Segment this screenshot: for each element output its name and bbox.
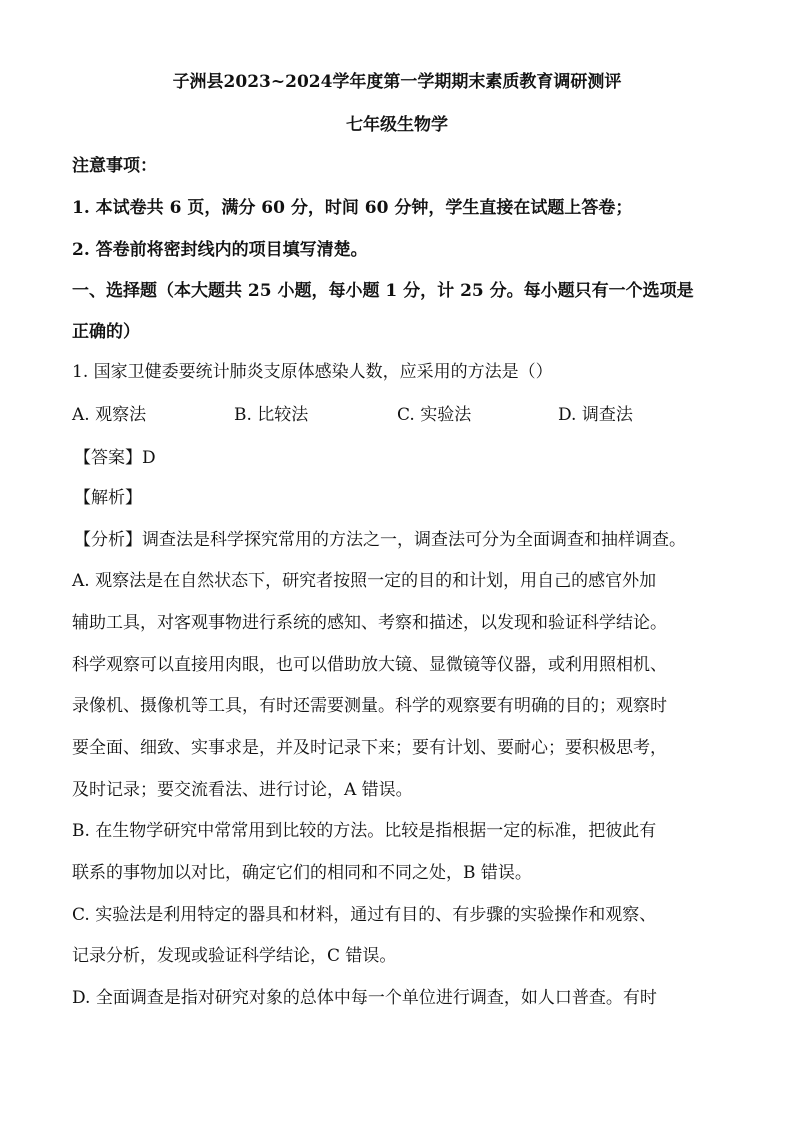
notice-item-2: 2. 答卷前将密封线内的项目填写清楚。 [72,240,368,260]
analysis-line: 科学观察可以直接用肉眼，也可以借助放大镜、显微镜等仪器，或利用照相机、 [72,655,667,675]
analysis-line: B. 在生物学研究中常常用到比较的方法。比较是指根据一定的标准，把彼此有 [72,821,657,841]
analysis-label: 【解析】 [74,488,142,508]
section-heading: 一、选择题（本大题共 25 小题，每小题 1 分，计 25 分。每小题只有一个选项是 [72,281,694,301]
analysis-line: 【分析】调查法是科学探究常用的方法之一，调查法可分为全面调查和抽样调查。 [74,530,686,550]
analysis-line: D. 全面调查是指对研究对象的总体中每一个单位进行调查，如人口普查。有时 [72,988,657,1008]
option-c: C. 实验法 [397,405,472,425]
option-b: B. 比较法 [234,405,309,425]
question-stem: 1. 国家卫健委要统计肺炎支原体感染人数，应采用的方法是（） [72,362,553,382]
analysis-line: C. 实验法是利用特定的器具和材料，通过有目的、有步骤的实验操作和观察、 [72,905,657,925]
analysis-line: 记录分析，发现或验证科学结论，C 错误。 [72,946,397,966]
exam-title: 子洲县2023~2024学年度第一学期期末素质教育调研测评 [172,72,622,92]
analysis-line: 要全面、细致、实事求是，并及时记录下来；要有计划、要耐心；要积极思考， [72,738,667,758]
exam-subtitle: 七年级生物学 [346,115,448,135]
analysis-line: 联系的事物加以对比，确定它们的相同和不同之处，B 错误。 [72,863,532,883]
analysis-line: A. 观察法是在自然状态下，研究者按照一定的目的和计划，用自己的感官外加 [72,571,657,591]
notice-item-1: 1. 本试卷共 6 页，满分 60 分，时间 60 分钟，学生直接在试题上答卷； [72,198,633,218]
section-heading-cont: 正确的） [72,322,140,342]
option-a: A. 观察法 [72,405,147,425]
option-d: D. 调查法 [558,405,633,425]
analysis-line: 及时记录；要交流看法、进行讨论，A 错误。 [72,780,413,800]
analysis-line: 辅助工具，对客观事物进行系统的感知、考察和描述，以发现和验证科学结论。 [72,613,667,633]
answer-line: 【答案】D [74,448,156,468]
notice-heading: 注意事项： [72,156,157,176]
analysis-line: 录像机、摄像机等工具，有时还需要测量。科学的观察要有明确的目的；观察时 [72,696,667,716]
